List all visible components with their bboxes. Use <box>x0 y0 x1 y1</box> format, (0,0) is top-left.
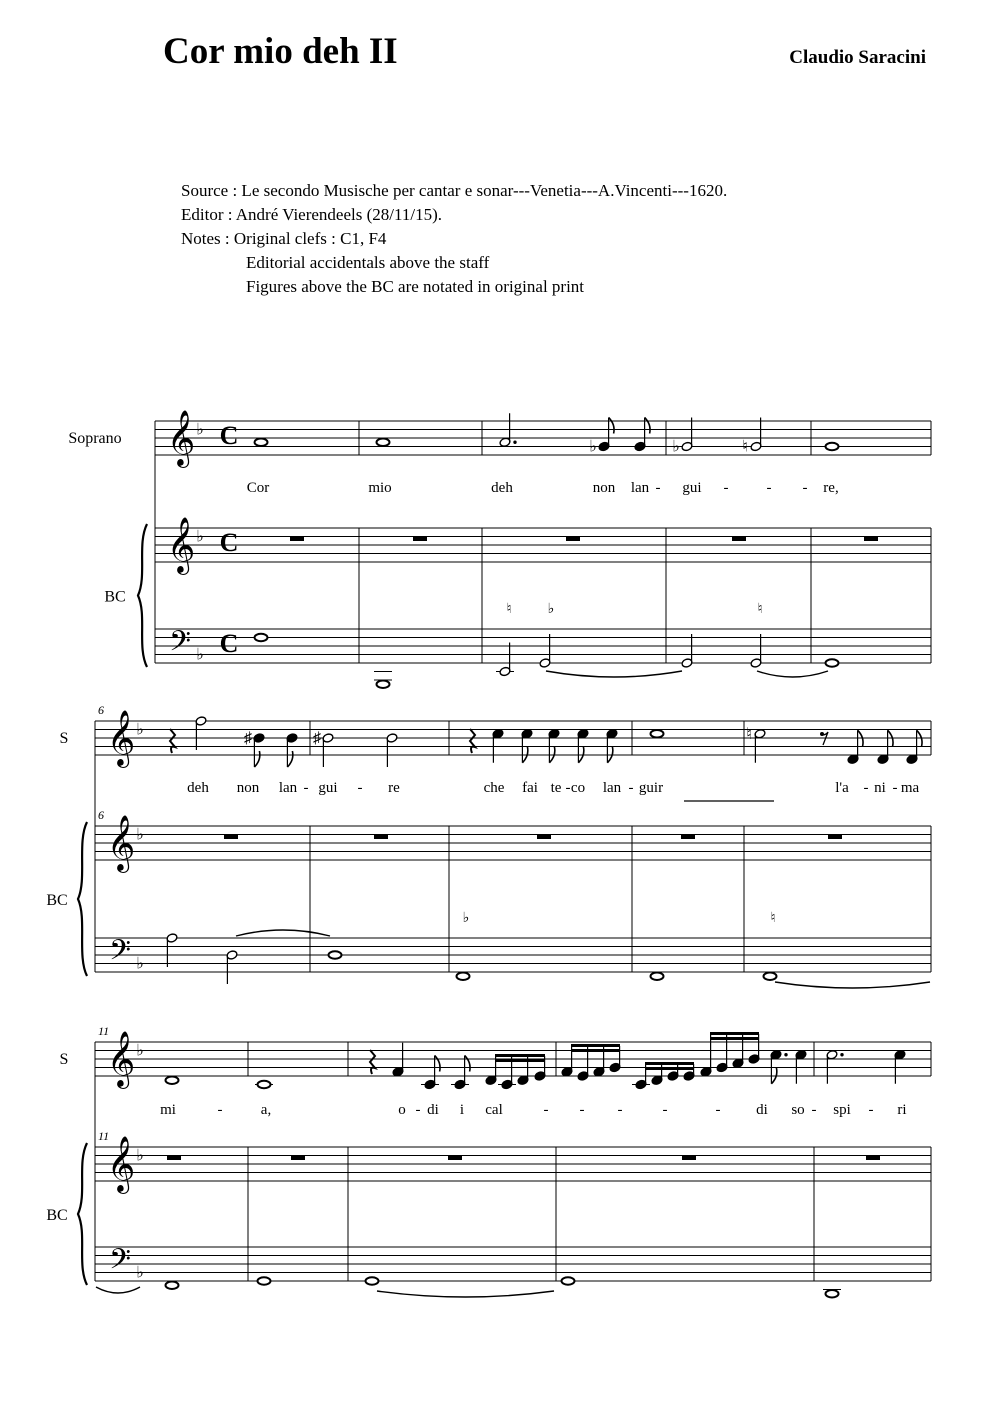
lyric-syllable: - <box>303 780 309 796</box>
lyric-syllable: lan <box>630 480 650 496</box>
part-label-soprano: S <box>59 730 69 747</box>
notehead <box>651 973 664 980</box>
notehead <box>562 1277 575 1284</box>
treble-clef-icon: 𝄞 <box>106 710 136 766</box>
lyric-syllable: - <box>415 1102 421 1118</box>
lyric-syllable: lan <box>278 780 298 796</box>
system-3 <box>46 1024 931 1297</box>
beam <box>645 1067 694 1070</box>
key-signature-flat: ♭ <box>196 646 204 664</box>
note-flag <box>465 1056 470 1072</box>
source-line: Source : Le secondo Musische per cantar e sonar---Venetia---A.Vincenti---1620. <box>181 181 728 200</box>
notehead <box>166 1282 179 1289</box>
whole-rest <box>413 537 427 542</box>
accidental: ♮ <box>742 438 748 456</box>
key-signature-flat: ♭ <box>196 421 204 439</box>
beam <box>645 1062 694 1065</box>
key-signature-flat: ♭ <box>136 955 144 973</box>
lyric-syllable: mi <box>160 1102 176 1118</box>
lyric-syllable: l'a <box>835 780 849 796</box>
page-title: Cor mio deh II <box>163 31 398 72</box>
whole-rest <box>374 835 388 840</box>
lyric-syllable: non <box>592 480 616 496</box>
quarter-rest <box>370 1050 375 1074</box>
lyric-syllable: - <box>565 780 571 796</box>
part-label-bc: BC <box>46 892 68 909</box>
key-signature-flat: ♭ <box>136 826 144 844</box>
notehead <box>329 951 342 958</box>
lyric-syllable: Cor <box>246 480 270 496</box>
lyric-syllable: - <box>811 1102 817 1118</box>
part-label-bc: BC <box>104 588 126 606</box>
bass-clef-icon: 𝄢 <box>109 1243 131 1283</box>
notes-line: Notes : Original clefs : C1, F4 <box>181 229 387 248</box>
time-signature: C <box>219 421 239 450</box>
figured-bass: ♭ <box>462 911 470 926</box>
beam <box>495 1054 545 1057</box>
measure-number: 11 <box>98 1129 110 1143</box>
lyric-syllable: ri <box>897 1102 907 1118</box>
treble-clef-icon: 𝄞 <box>106 815 136 871</box>
quarter-rest <box>470 729 475 753</box>
whole-rest <box>732 537 746 542</box>
lyric-syllable: a, <box>260 1102 272 1118</box>
time-signature: C <box>219 528 239 557</box>
tie <box>775 982 930 988</box>
notes-line: Editorial accidentals above the staff <box>246 253 490 272</box>
brace <box>78 1143 87 1285</box>
notehead <box>826 443 839 450</box>
beam <box>710 1032 759 1035</box>
lyric-syllable: - <box>868 1102 874 1118</box>
figured-bass: ♮ <box>757 602 763 617</box>
lyric-syllable: re, <box>823 480 839 496</box>
tie <box>757 671 828 677</box>
note-flag <box>435 1056 440 1072</box>
bass-clef-icon: 𝄢 <box>169 625 191 665</box>
lyric-syllable: che <box>483 780 505 796</box>
key-signature-flat: ♭ <box>196 528 204 546</box>
lyric-syllable: gui <box>682 480 702 496</box>
notehead <box>166 1077 179 1084</box>
lyric-syllable: guir <box>638 780 664 796</box>
lyric-syllable: - <box>543 1102 549 1118</box>
lyric-syllable: - <box>802 480 808 496</box>
lyric-syllable: di <box>427 1102 439 1118</box>
whole-rest <box>224 835 238 840</box>
lyric-syllable: gui <box>318 780 338 796</box>
notehead <box>255 439 268 446</box>
dot <box>513 441 516 444</box>
accidental: ♭ <box>589 438 597 456</box>
tie <box>236 930 330 936</box>
lyric-syllable: cal <box>485 1102 503 1118</box>
key-signature-flat: ♭ <box>136 1264 144 1282</box>
key-signature-flat: ♭ <box>136 1147 144 1165</box>
note-flag <box>287 751 292 767</box>
lyric-syllable: i <box>459 1102 465 1118</box>
notes-line: Figures above the BC are notated in original print <box>246 277 585 296</box>
treble-clef-icon: 𝄞 <box>106 1136 136 1192</box>
editor-line: Editor : André Vierendeels (28/11/15). <box>181 205 443 224</box>
notehead <box>457 973 470 980</box>
lyric-syllable: re <box>388 780 400 796</box>
lyric-syllable: so <box>791 1102 805 1118</box>
measure-number: 11 <box>98 1024 110 1038</box>
note-flag <box>645 418 650 434</box>
composer-name: Claudio Saracini <box>789 47 926 68</box>
lyric-syllable: - <box>715 1102 721 1118</box>
whole-rest <box>866 1156 880 1161</box>
lyric-syllable: - <box>628 780 634 796</box>
lyric-syllable: - <box>766 480 772 496</box>
tie <box>96 1287 140 1293</box>
notehead <box>826 1290 839 1297</box>
notehead <box>764 973 777 980</box>
lyric-syllable: ma <box>900 780 920 796</box>
lyric-syllable: - <box>662 1102 668 1118</box>
treble-clef-icon: 𝄞 <box>106 1031 136 1087</box>
whole-rest <box>864 537 878 542</box>
beam <box>571 1044 620 1047</box>
key-signature-flat: ♭ <box>136 1042 144 1060</box>
notehead <box>258 1277 271 1284</box>
lyric-syllable: - <box>217 1102 223 1118</box>
notehead <box>258 1081 271 1088</box>
notehead <box>651 730 664 737</box>
notehead <box>377 439 390 446</box>
measure-number: 6 <box>98 703 104 717</box>
lyric-syllable: co <box>570 780 586 796</box>
lyric-syllable: spi <box>833 1102 851 1118</box>
whole-rest <box>291 1156 305 1161</box>
lyric-syllable: te <box>550 780 562 796</box>
lyric-syllable: di <box>756 1102 768 1118</box>
lyric-syllable: - <box>892 780 898 796</box>
system-2 <box>46 703 931 988</box>
notehead <box>366 1277 379 1284</box>
lyric-syllable: deh <box>491 480 513 496</box>
lyric-syllable: - <box>617 1102 623 1118</box>
brace <box>138 524 147 667</box>
figured-bass: ♮ <box>506 602 512 617</box>
treble-clef-icon: 𝄞 <box>166 410 196 466</box>
part-label-soprano: Soprano <box>68 430 122 447</box>
whole-rest <box>566 537 580 542</box>
part-label-soprano: S <box>59 1051 69 1068</box>
tie <box>377 1291 554 1297</box>
figured-bass: ♮ <box>770 911 776 926</box>
lyric-syllable: ni <box>874 780 886 796</box>
dot <box>840 1053 843 1056</box>
beam <box>710 1037 759 1040</box>
beam <box>571 1049 620 1052</box>
key-signature-flat: ♭ <box>136 721 144 739</box>
measure-number: 6 <box>98 808 104 822</box>
notehead <box>377 681 390 688</box>
beam <box>495 1059 545 1062</box>
figured-bass: ♭ <box>547 602 555 617</box>
notehead <box>255 634 268 641</box>
whole-rest <box>681 835 695 840</box>
whole-rest <box>167 1156 181 1161</box>
system-1 <box>68 410 931 688</box>
lyric-syllable: non <box>236 780 260 796</box>
accidental: ♮ <box>746 725 752 743</box>
lyric-syllable: fai <box>522 780 538 796</box>
whole-rest <box>682 1156 696 1161</box>
lyric-syllable: deh <box>187 780 209 796</box>
accidental: ♯ <box>244 730 252 747</box>
lyric-syllable: - <box>579 1102 585 1118</box>
note-flag <box>254 751 259 767</box>
notehead <box>826 659 839 666</box>
dot <box>784 1053 787 1056</box>
lyric-syllable: lan <box>602 780 622 796</box>
lyric-syllable: mio <box>368 480 392 496</box>
treble-clef-icon: 𝄞 <box>166 517 196 573</box>
accidental: ♯ <box>313 730 321 747</box>
quarter-rest <box>170 729 175 753</box>
lyric-syllable: - <box>723 480 729 496</box>
time-signature: C <box>219 629 239 658</box>
tie <box>546 671 682 677</box>
whole-rest <box>290 537 304 542</box>
whole-rest <box>537 835 551 840</box>
lyric-syllable: - <box>357 780 363 796</box>
whole-rest <box>448 1156 462 1161</box>
part-label-bc: BC <box>46 1207 68 1224</box>
brace <box>78 822 87 976</box>
whole-rest <box>828 835 842 840</box>
lyric-syllable: - <box>863 780 869 796</box>
lyric-syllable: o <box>398 1102 406 1118</box>
bass-clef-icon: 𝄢 <box>109 934 131 974</box>
note-flag <box>609 418 614 434</box>
accidental: ♭ <box>672 438 680 456</box>
lyric-syllable: - <box>655 480 661 496</box>
